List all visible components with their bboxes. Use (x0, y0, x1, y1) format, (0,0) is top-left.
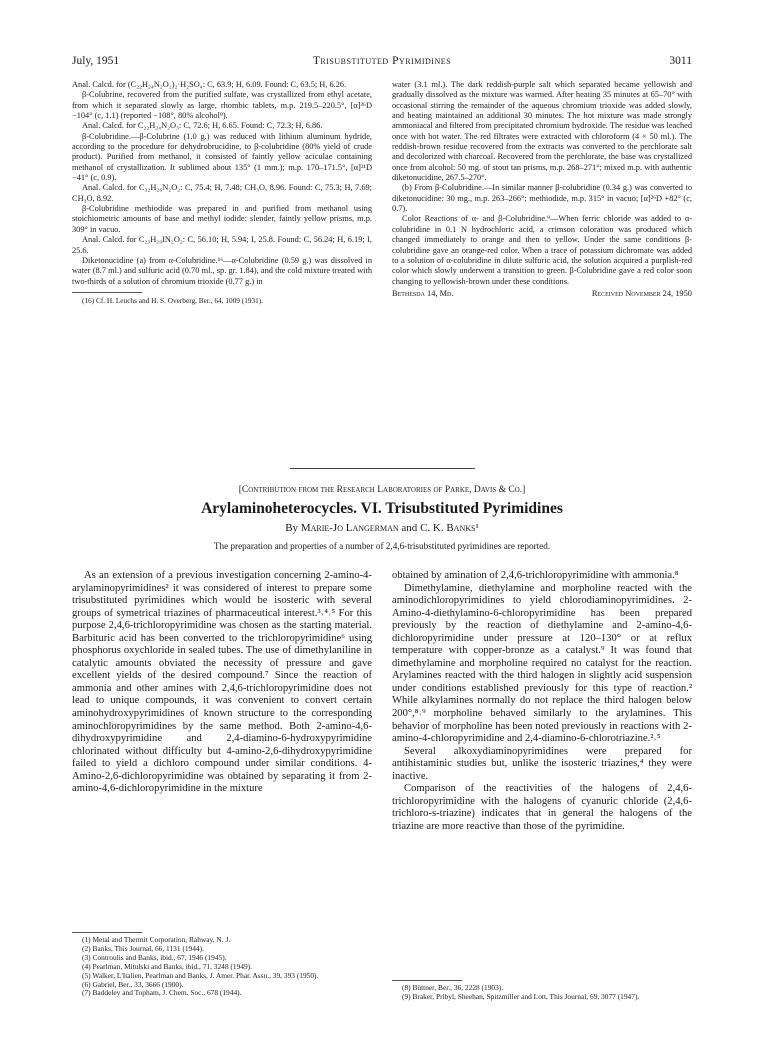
paragraph: Comparison of the reactivities of the halogens of 2,4,6-trichloropyrimidine with the halogens of cyanuric chloride (2,4,6-trichloro-s-triazine) indicates that in general the halogens of the triazine are more reactive than those of the pyrimidine. (392, 783, 692, 832)
article-title: Arylaminoheterocycles. VI. Trisubstituted Pyrimidines (201, 500, 563, 517)
footnote: (8) Büttner, Ber., 36, 2228 (1903). (402, 983, 504, 992)
authors-conjunction: and (401, 522, 418, 534)
footnotes-left (72, 932, 372, 998)
paragraph: (b) From β-Colubridine.—In similar manner β-colubridine (0.34 g.) was converted to diketonucidine: 30 mg., m.p. 263–266°; methiodide, m.p. 315° in vacuo; [α]²⁶D +82° (c, 0.7). (392, 183, 692, 214)
experimental-right-column (392, 80, 692, 299)
paragraph: water (3.1 ml.). The dark reddish-purple salt which separated became yellowish and gradually dissolved as the mixture was warmed. After heating 35 minutes at 65–70° with occasional stirring the remainder of the aqueous chromium trioxide was added slowly, and heating maintained an additional 30 minutes. The hot mixture was made strongly ammoniacal and filtered from precipitated chromium hydroxide. The residue was leached once with hot water. The red filtrates were extracted with chloroform (4 × 50 ml.). The reddish-brown residue recovered from the extracts was converted to the perchlorate salt and decolorized with charcoal. Recovered from the perchlorate, the base was crystallized once from alcohol: 50 mg. of stout tan prisms, m.p. 268–271°; mixed m.p. with authentic diketonucidine, 267.5–270°. (392, 80, 692, 183)
paragraph: Anal. Calcd. for C₂₃H₂₉IN₂O₂: C, 56.10; H, 5.94; I, 25.8. Found: C, 56.24; H, 6.19; I, 25.6. (72, 235, 372, 255)
paragraph: Anal. Calcd. for C₂₂H₂₆N₂O₂: C, 75.4; H, 7.48; CH₃O, 8.96. Found: C, 75.3; H, 7.69; CH₃O, 8.92. (72, 183, 372, 203)
footnote: (7) Baddeley and Topham, J. Chem. Soc., 678 (1944). (82, 988, 242, 998)
paragraph: Several alkoxydiaminopyrimidines were prepared for antihistaminic studies but, unlike the isosteric triazines,⁴ they were inactive. (392, 745, 692, 782)
footnote-rule (72, 287, 142, 293)
footnote: (4) Pearlman, Mitulski and Banks, ibid., 71, 3248 (1949). (82, 961, 252, 971)
paragraph: Anal. Calcd. for C₂₂H₂₄N₂O₃: C, 72.6; H, 6.65. Found: C, 72.3; H, 6.86. (82, 121, 323, 131)
abstract: The preparation and properties of a number of 2,4,6-trisubstituted pyrimidines are reported. (213, 541, 551, 551)
paragraph: As an extension of a previous investigation concerning 2-amino-4-arylaminopyrimidines² it was considered of interest to prepare some trisubstituted pyrimidines which would be isosteric with several groups of symetrical triazines of pharmaceutical interest.³˒⁴˒⁵ For this purpose 2,4,6-trichloropyrimidine was chosen as the starting material. Barbituric acid has been converted to the trichloropyrimidine⁶ using phosphorus oxychloride in sealed tubes. The use of dimethylaniline in catalytic amounts obviated the necessity of pressure and gave excellent yields of the desired compound.⁷ Since the reaction of ammonia and other amines with 2,4,6-trichloropyrimidine does not lead to unique compounds, it was convenient to convert certain aminohydroxypyrimidines of known structure to the corresponding aminochloropyrimidines by the same method. Both 2-amino-4,6-dihydroxypyrimidine and 2,4-diamino-6-hydroxypyrimidine chlorinated without difficulty but 4-amino-2,6-dihydroxypyrimidine failed to yield a dichloro compound under similar conditions. 4-Amino-2,6-dichloropyrimidine was obtained by separating it from 2-amino-4,6-dichloropyrimidine in the mixture (72, 570, 372, 795)
body-left-column (72, 570, 372, 796)
page-header (72, 55, 692, 71)
affiliation: [Contribution from the Research Laboratories of Parke, Davis & Co.] (238, 485, 526, 495)
footnote: (3) Controulis and Banks, ibid., 67, 1946 (1945). (82, 952, 227, 962)
paragraph: Dimethylamine, diethylamine and morpholine reacted with the aminodichloropyrimidines to yield chlorodiaminopyrimidines. 2-Amino-4-diethylamino-6-chloropyrimidine has been prepared previously by the reaction of diethylamine and 2-amino-4,6-dichloropyrimidine under pressure at 120–130° or at reflux temperature with copper-bronze as a catalyst.⁹ It was found that dimethylamine and morpholine required no catalyst for the reaction. Arylamines reacted with the third halogen in slightly acid suspension under conditions established previously for this type of reaction.² While alkylamines normally do not replace the third halogen below 200°,⁸˒⁹ morpholine behaved similarly to the arylamines. This behavior of morpholine has been noted previously in reactions with 2-amino-4-chloropyrimidine and 2,4-diamino-6-chlorotriazine.²˒⁵ (392, 582, 692, 745)
footnote: (5) Walker, L'Italien, Pearlman and Banks, J. Amer. Phar. Assn., 39, 393 (1950). (82, 970, 319, 980)
author-line (72, 522, 692, 534)
authors-prefix: By (285, 522, 299, 534)
footnote: (2) Banks, This Journal, 66, 1131 (1944). (82, 943, 204, 953)
footnote-rule (392, 980, 462, 981)
running-title: Trisubstituted Pyrimidines (312, 55, 452, 67)
footnote-rule (72, 932, 142, 933)
paragraph: Anal. Calcd. for (C₂₂H₂₄N₂O₂)₂·H₂SO₄: C, 63.9; H, 6.09. Found: C, 63.5; H, 6.26. (72, 80, 347, 89)
footnote: (1) Metal and Thermit Corporation, Rahway, N. J. (82, 935, 231, 944)
body-right-column (392, 570, 692, 833)
author-name: Marie-Jo Langerman (300, 522, 399, 534)
header-date: July, 1951 (72, 55, 120, 67)
paragraph: Color Reactions of α- and β-Colubridine.⁹—When ferric chloride was added to α-colubridine in 0.1 N hydrochloric acid, a crimson coloration was produced which changed immediately to orange and then to yellow. Under the same conditions β-colubridine gave an orange-red color. When a trace of potassium dichromate was added to a solution of α-colubridine in dilute sulfuric acid, the solution acquired a purplish-red color which slowly underwent a transition to green. β-Colubridine gave a red color soon changing to yellowish-brown under these conditions. (392, 214, 692, 286)
footnote: (6) Gabriel, Ber., 33, 3666 (1900). (82, 979, 184, 989)
signoff (392, 289, 692, 299)
author-name: C. K. Banks¹ (420, 522, 479, 534)
experimental-left-column (72, 80, 372, 305)
footnote: (9) Braker, Pribyl, Sheehan, Spitzmiller and Lott, This Journal, 69, 3077 (1947). (402, 991, 640, 1001)
page-number: 3011 (669, 55, 692, 67)
paragraph: β-Colubridine.—β-Colubrine (1.0 g.) was reduced with lithium aluminum hydride, according to the procedure for dehydrobrucidine, to β-colubridine (80% yield of crude product). Purified from methanol, it consisted of faintly yellow aciculae containing methanol of crystallization. It sublimed about 135° (1 mm.); m.p. 170–171.5°, [α]²¹D −41° (c, 0.9). (72, 131, 372, 183)
signoff-location: Bethesda 14, Md. (392, 288, 454, 298)
signoff-received: Received November 24, 1950 (591, 288, 692, 298)
article-separator (290, 468, 475, 469)
footnotes-right (392, 980, 692, 1002)
paragraph: β-Colubridine methiodide was prepared in and purified from methanol using stoichiometric amounts of base and methyl iodide: slender, faintly yellow prisms, m.p. 309° in vacuo. (72, 204, 372, 234)
paragraph: obtained by amination of 2,4,6-trichloropyrimidine with ammonia.⁸ (392, 570, 679, 581)
paragraph: Diketonucidine (a) from α-Colubridine.¹⁶—α-Colubridine (0.59 g.) was dissolved in water (8.7 ml.) and sulfuric acid (0.70 ml., sp. gr. 1.84), and the cold mixture treated with two-thirds of a solution of chromium trioxide (0.77 g.) in (72, 255, 372, 286)
footnote: (16) Cf. H. Leuchs and H. S. Overberg, Ber., 64, 1009 (1931). (82, 295, 264, 305)
paragraph: β-Colubrine, recovered from the purified sulfate, was crystallized from ethyl acetate, from which it separated slowly as large, rhombic tablets, m.p. 219.5–220.5°, [α]²⁶D −104° (c, 1.1) (reported −108°, 80% alcohol⁹). (72, 90, 372, 121)
